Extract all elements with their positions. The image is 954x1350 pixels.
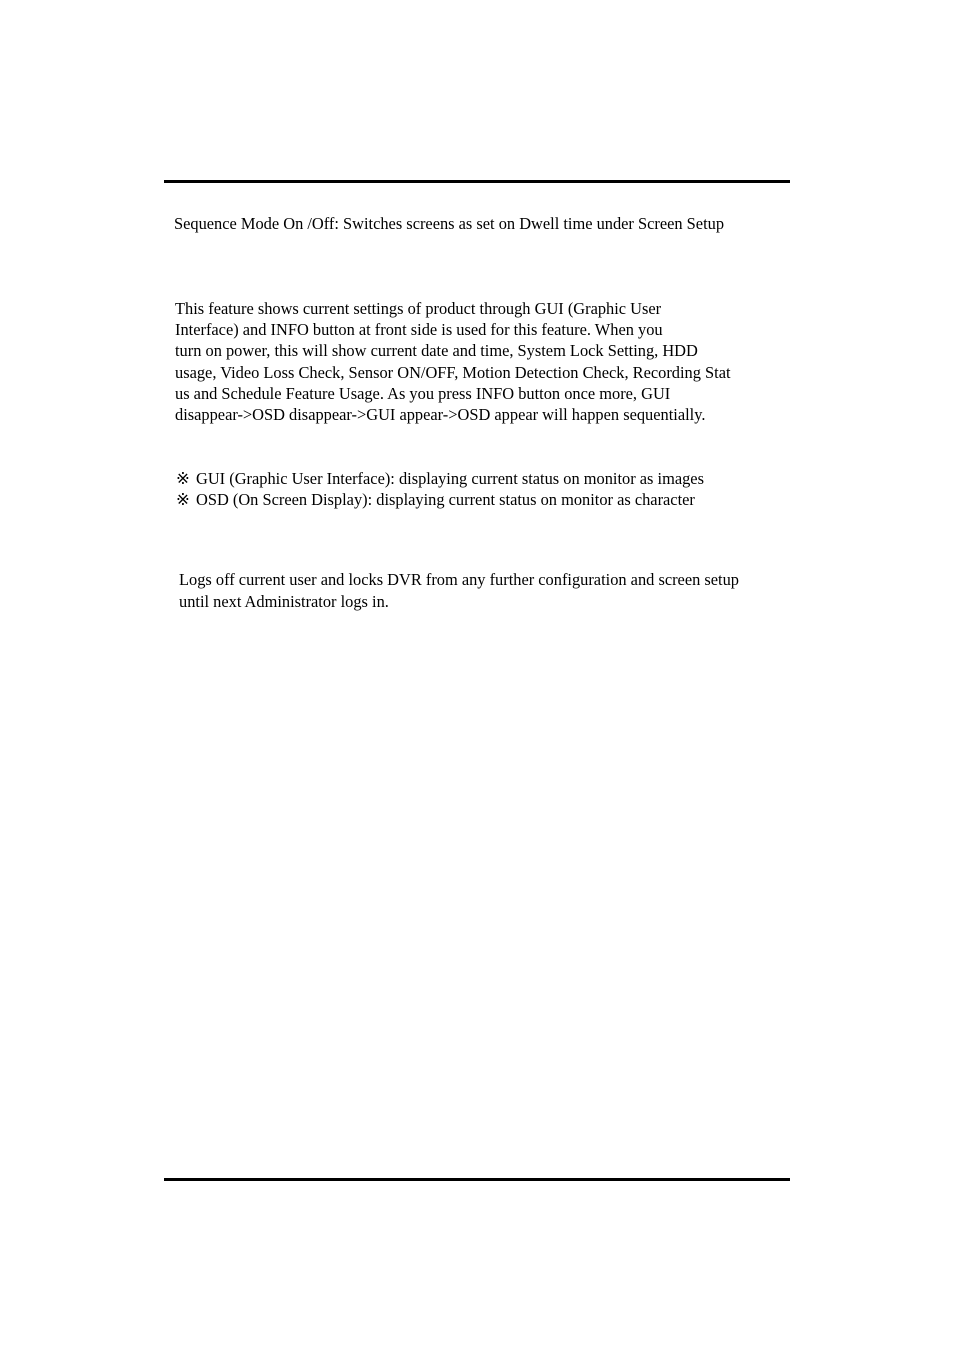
- info-line: turn on power, this will show current date and time, System Lock Setting, HDD: [175, 341, 698, 361]
- note-mark-icon: ※: [176, 490, 190, 510]
- info-line: This feature shows current settings of product through GUI (Graphic User: [175, 299, 662, 318]
- info-feature-paragraph: [175, 298, 731, 425]
- info-line: Interface) and INFO button at front side is used for this feature. When you: [175, 320, 663, 340]
- note-text: GUI (Graphic User Interface): displaying current status on monitor as images: [196, 469, 704, 488]
- logoff-line: Logs off current user and locks DVR from any further configuration and screen setup: [179, 570, 739, 589]
- logoff-line: until next Administrator logs in.: [179, 592, 389, 611]
- sequence-mode-text: Sequence Mode On /Off: Switches screens as set on Dwell time under Screen Setup: [174, 214, 725, 233]
- notes-list: [176, 468, 704, 510]
- note-text: OSD (On Screen Display): displaying current status on monitor as character: [196, 490, 695, 510]
- note-mark-icon: ※: [176, 469, 190, 488]
- info-line: disappear->OSD disappear->GUI appear->OSD appear will happen sequentially.: [175, 405, 706, 425]
- logoff-paragraph: [179, 569, 739, 613]
- info-line: usage, Video Loss Check, Sensor ON/OFF, Motion Detection Check, Recording Stat: [175, 362, 731, 382]
- header-divider: [164, 180, 790, 183]
- note-gui: [176, 468, 704, 489]
- footer-divider: [164, 1178, 790, 1181]
- info-line: us and Schedule Feature Usage. As you press INFO button once more, GUI: [175, 383, 671, 403]
- note-osd: [176, 489, 704, 510]
